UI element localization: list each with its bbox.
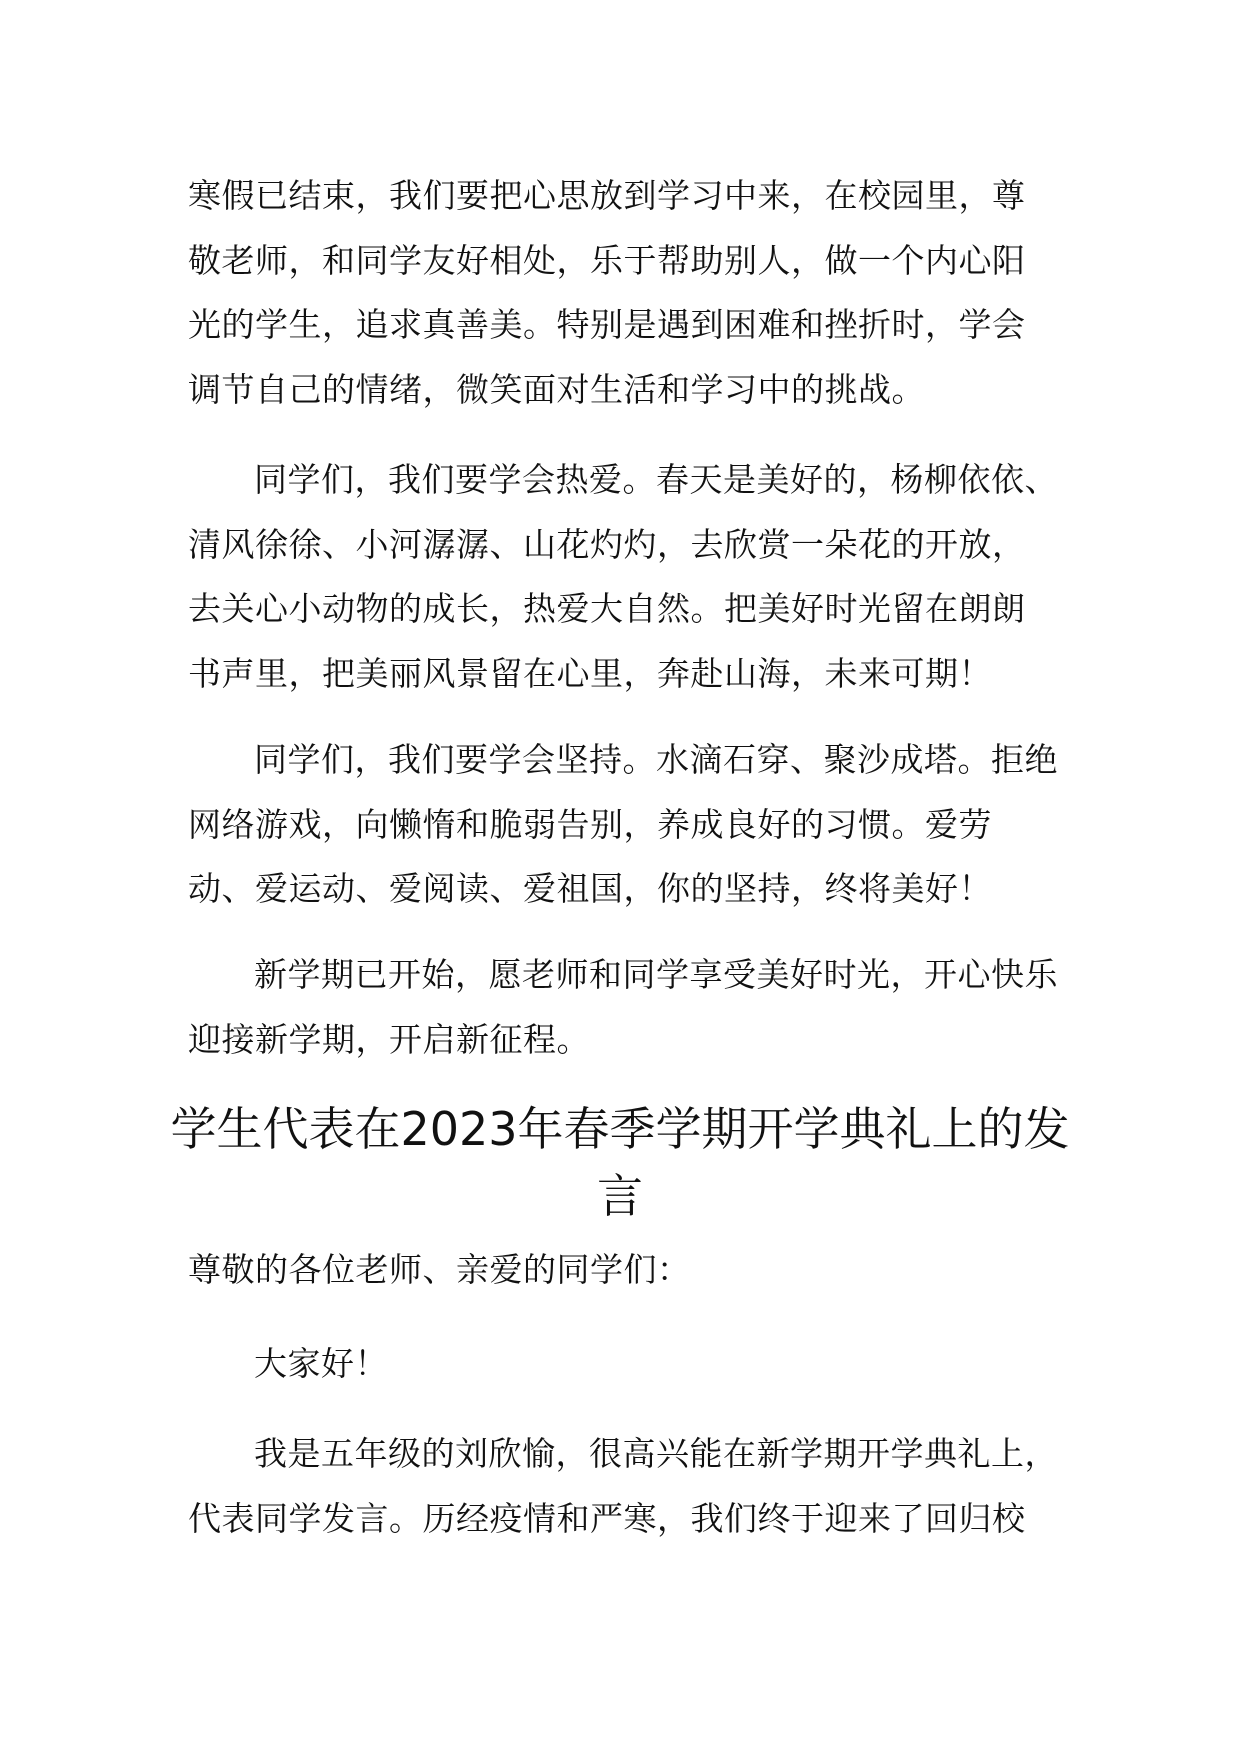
greeting: 大家好！	[254, 1344, 388, 1383]
paragraph-learn-to-love: 同学们，我们要学会热爱。春天是美好的，杨柳依依、清风徐徐、小河潺潺、山花灼灼，去欣赏一朵花的开放，去关心小动物的成长，热爱大自然。把美好时光留在朗朗书声里，把美丽风景留在心里，奔赴山海，未来可期！	[188, 460, 1058, 693]
paragraph-learn-to-persist: 同学们，我们要学会坚持。水滴石穿、聚沙成塔。拒绝网络游戏，向懒惰和脆弱告别，养成良好的习惯。爱劳动、爱运动、爱阅读、爱祖国，你的坚持，终将美好！	[188, 740, 1058, 908]
salutation: 尊敬的各位老师、亲爱的同学们：	[188, 1250, 691, 1289]
paragraph-new-semester: 新学期已开始，愿老师和同学享受美好时光，开心快乐迎接新学期，开启新征程。	[188, 955, 1058, 1059]
paragraph-self-introduction: 我是五年级的刘欣愉，很高兴能在新学期开学典礼上，代表同学发言。历经疫情和严寒，我们终于迎来了回归校	[188, 1434, 1058, 1538]
paragraph-study-focus: 寒假已结束，我们要把心思放到学习中来，在校园里，尊敬老师，和同学友好相处，乐于帮助别人，做一个内心阳光的学生，追求真善美。特别是遇到困难和挫折时，学会调节自己的情绪，微笑面对生活和学习中的挑战。	[188, 176, 1026, 409]
speech-title: 学生代表在2023年春季学期开学典礼上的发言	[170, 1102, 1070, 1223]
